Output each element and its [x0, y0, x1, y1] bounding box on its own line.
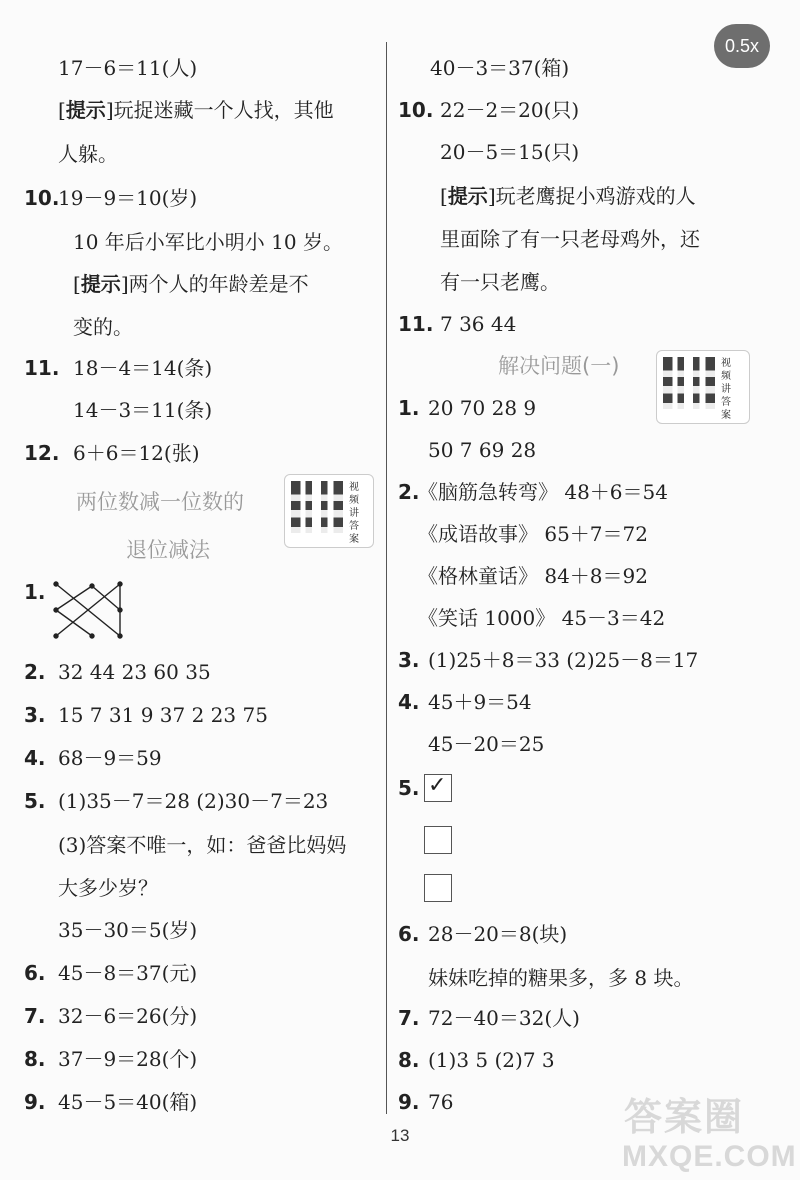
right-line-1b: 50 7 69 28	[428, 438, 537, 462]
right-item-5: 5.	[398, 776, 420, 800]
left-item-1: 1.	[24, 580, 46, 604]
section-heading-line1: 两位数减一位数的	[76, 490, 244, 514]
checkmark-icon: ✓	[428, 773, 447, 798]
qr-code-video-answers-2[interactable]: 视频讲答案	[656, 350, 750, 424]
right-item-4: 4. 45＋9＝54	[398, 690, 532, 714]
right-line-4b: 45－20＝25	[428, 732, 545, 756]
left-item-3: 3. 15 7 31 9 37 2 23 75	[24, 703, 268, 727]
left-line-7: 变的。	[73, 315, 133, 339]
left-item-8: 8. 37－9＝28(个)	[24, 1047, 198, 1071]
left-item-7: 7. 32－6＝26(分)	[24, 1004, 198, 1028]
page-number: 13	[390, 1126, 410, 1145]
right-item-9: 9. 76	[398, 1090, 454, 1114]
left-line-1: 17－6＝11(人)	[58, 56, 198, 80]
right-line-2c: 《格林童话》 84＋8＝92	[418, 564, 648, 588]
watermark-url: MXQE.COM	[622, 1140, 797, 1173]
left-item-12: 12. 6＋6＝12(张)	[24, 441, 200, 465]
right-line-2b: 《成语故事》 65＋7＝72	[418, 522, 648, 546]
left-line-5b: (3)答案不唯一，如：爸爸比妈妈	[58, 833, 347, 857]
left-line-9: 14－3＝11(条)	[73, 398, 213, 422]
section-heading-line2: 退位减法	[126, 538, 210, 562]
right-item-6: 6. 28－20＝8(块)	[398, 922, 568, 946]
qr-code-icon	[291, 481, 343, 533]
left-line-5d: 35－30＝5(岁)	[58, 918, 198, 942]
right-item-11: 11. 7 36 44	[398, 312, 517, 336]
right-line-5: 里面除了有一只老母鸡外，还	[440, 227, 700, 251]
right-item-2: 2.《脑筋急转弯》 48＋6＝54	[398, 480, 668, 504]
left-line-5: 10 年后小军比小明小 10 岁。	[73, 230, 343, 254]
right-line-1: 40－3＝37(箱)	[430, 56, 570, 80]
playback-speed-button[interactable]: 0.5x	[714, 24, 770, 68]
left-item-5: 5. (1)35－7＝28 (2)30－7＝23	[24, 789, 329, 813]
left-tip-2: [提示]两个人的年龄差是不	[73, 272, 309, 296]
qr-code-video-answers[interactable]: 视频讲答案	[284, 474, 374, 548]
checkbox-empty-2	[424, 874, 452, 902]
matching-lines-diagram	[52, 578, 124, 640]
right-line-6b: 妹妹吃掉的糖果多，多 8 块。	[428, 966, 694, 990]
right-item-7: 7. 72－40＝32(人)	[398, 1006, 580, 1030]
checkbox-empty-1	[424, 826, 452, 854]
right-item-3: 3. (1)25＋8＝33 (2)25－8＝17	[398, 648, 699, 672]
column-divider	[386, 42, 387, 1114]
watermark-logo: 答案圈	[624, 1095, 745, 1139]
left-item-6: 6. 45－8＝37(元)	[24, 961, 198, 985]
left-line-5c: 大多少岁？	[58, 876, 158, 900]
left-item-4: 4. 68－9＝59	[24, 746, 162, 770]
left-line-3: 人躲。	[58, 142, 118, 166]
right-tip: [提示]玩老鹰捉小鸡游戏的人	[440, 184, 696, 208]
left-tip-1: [提示]玩捉迷藏一个人找，其他	[58, 98, 334, 122]
section-heading-solve-problems: 解决问题(一)	[498, 354, 620, 378]
right-item-1: 1. 20 70 28 9	[398, 396, 537, 420]
left-item-9: 9. 45－5＝40(箱)	[24, 1090, 198, 1114]
left-item-10: 10.19－9＝10(岁)	[24, 186, 198, 210]
right-line-2d: 《笑话 1000》 45－3＝42	[418, 606, 666, 630]
left-item-11: 11. 18－4＝14(条)	[24, 356, 213, 380]
qr-code-icon	[663, 357, 715, 409]
right-item-8: 8. (1)3 5 (2)7 3	[398, 1048, 555, 1072]
right-item-10: 10. 22－2＝20(只)	[398, 98, 580, 122]
right-line-6: 有一只老鹰。	[440, 270, 560, 294]
left-item-2: 2. 32 44 23 60 35	[24, 660, 211, 684]
right-line-3: 20－5＝15(只)	[440, 140, 580, 164]
checkbox-checked	[424, 774, 452, 802]
